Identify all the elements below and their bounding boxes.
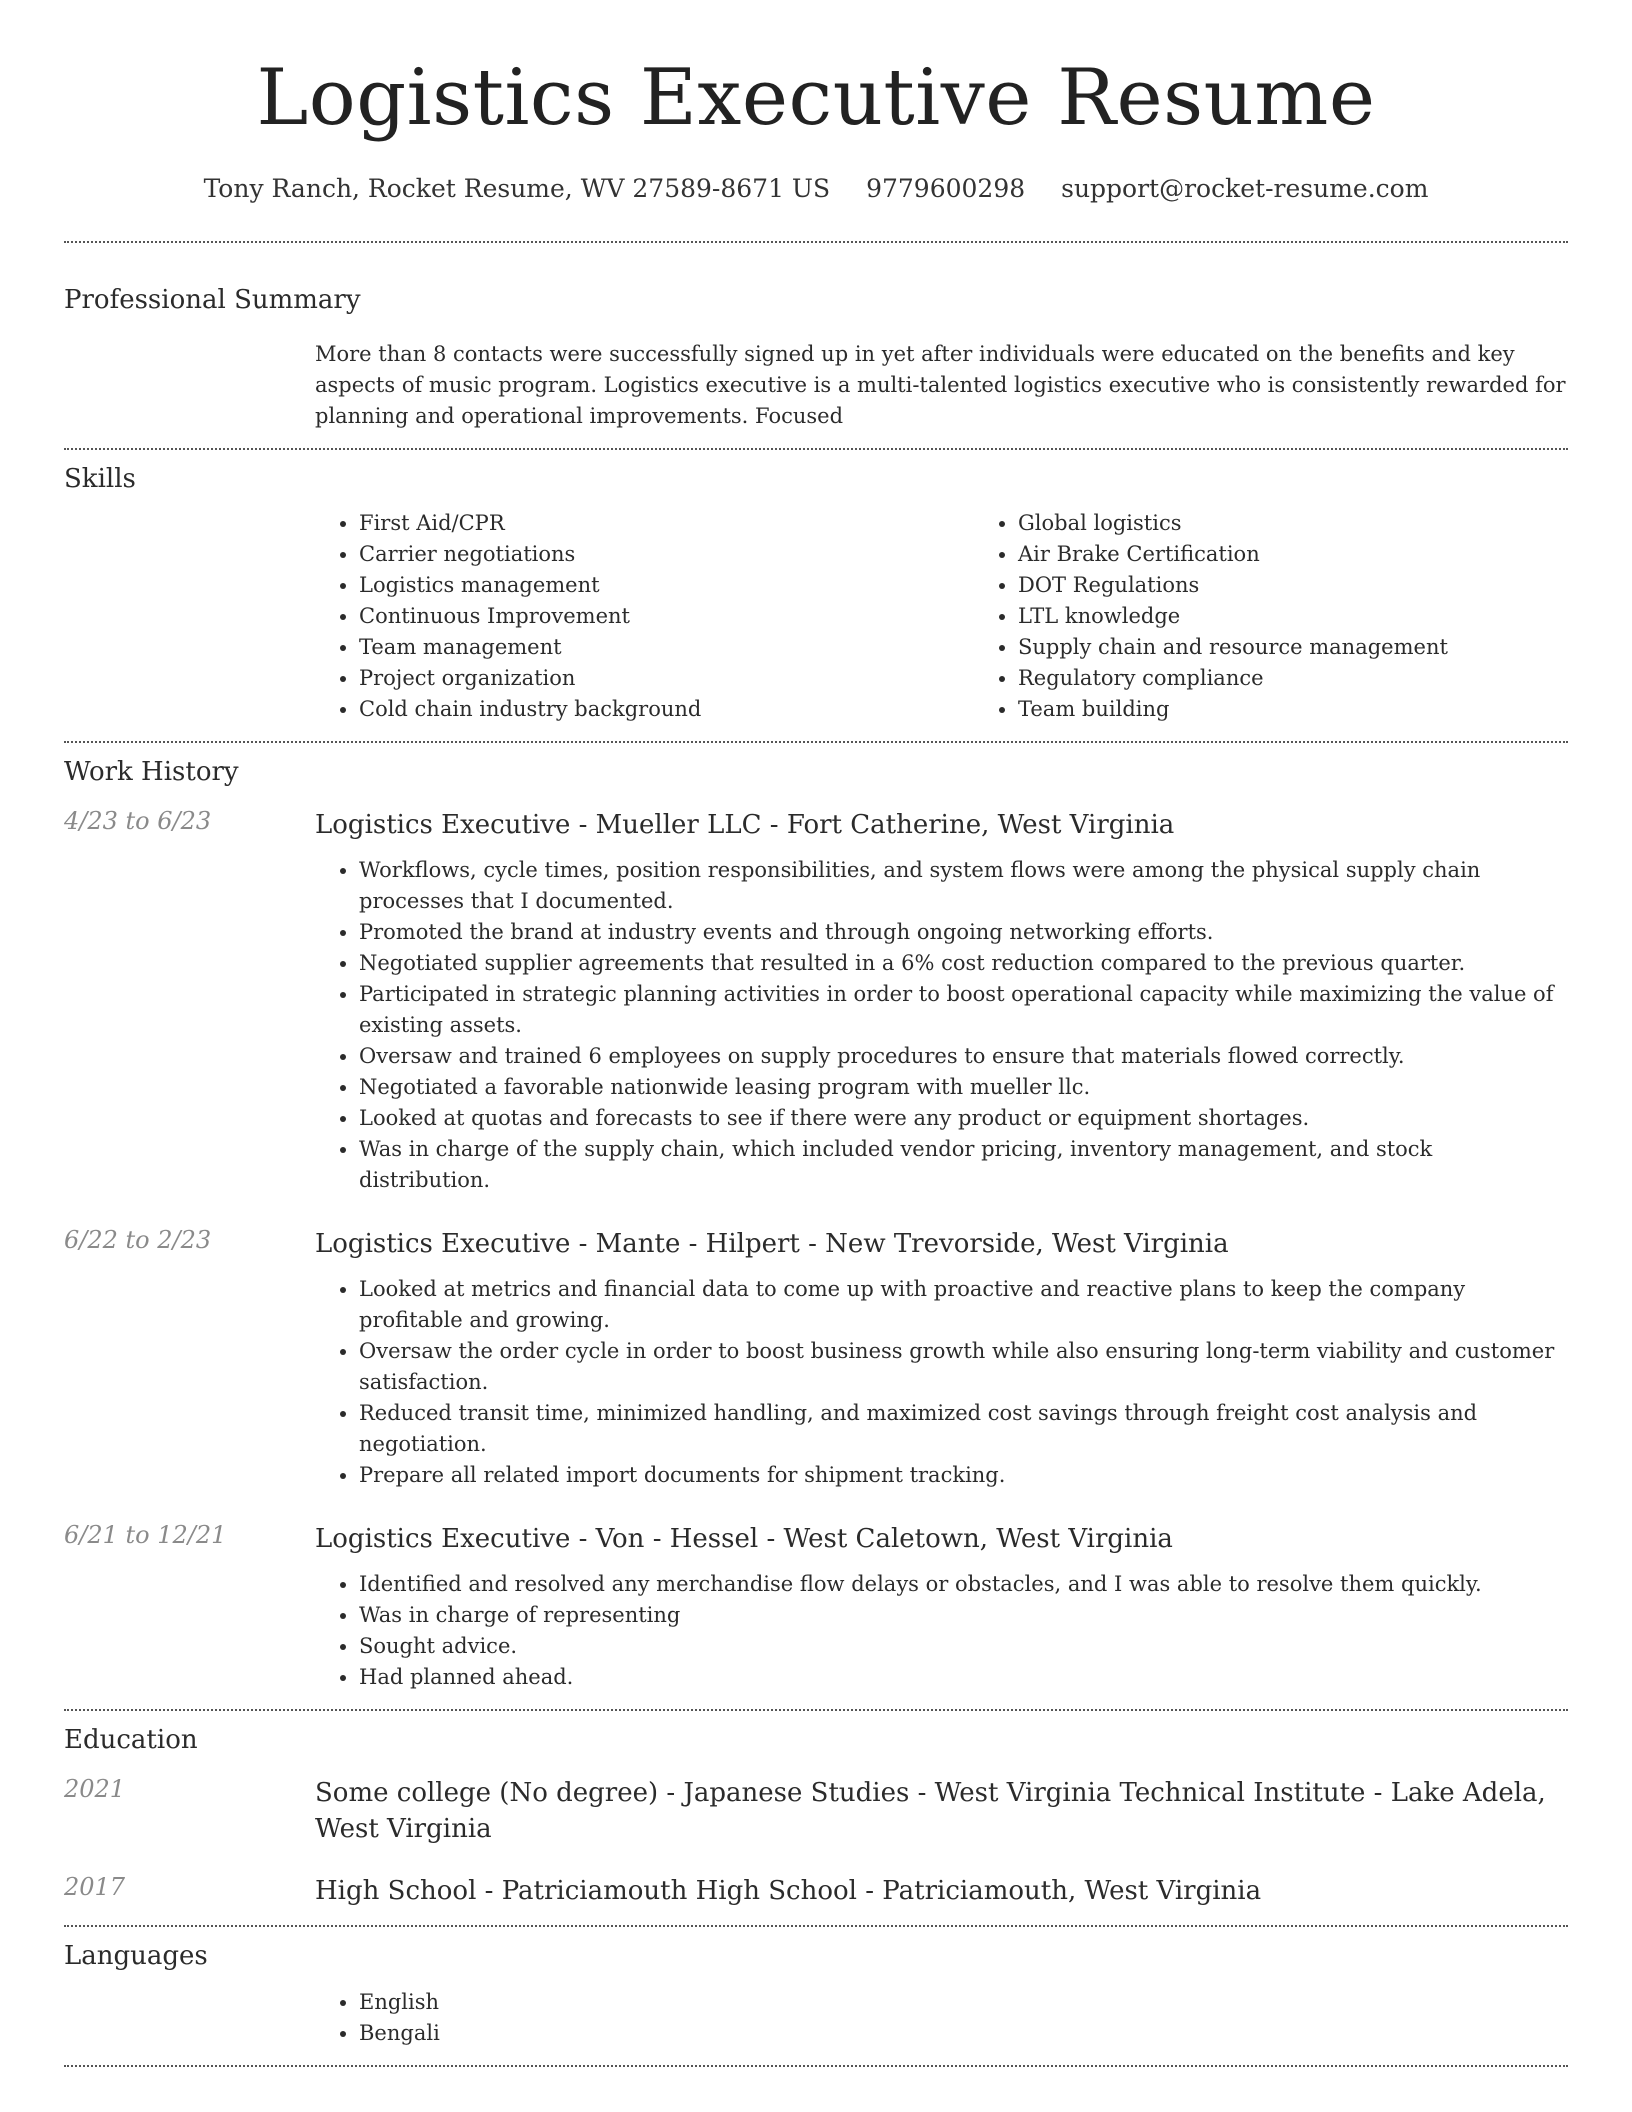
job-bullet: • Participated in strategic planning activities in order to boost operational capacity while maximizing the value of existing assets. xyxy=(359,979,1568,1041)
skill-item: • Logistics management xyxy=(359,570,974,601)
job-bullet: • Looked at metrics and financial data to come up with proactive and reactive plans to keep the company profitable and growing. xyxy=(359,1274,1568,1336)
job-dates: 6/21 to 12/21 xyxy=(64,1520,227,1549)
skills-section xyxy=(64,508,1568,725)
job-entry xyxy=(64,1521,1568,1693)
education-text: Some college (No degree) - Japanese Studies - West Virginia Technical Institute - Lake Adela, West Virginia xyxy=(315,1777,1546,1844)
contact-phone: 9779600298 xyxy=(866,173,1026,203)
education-year: 2021 xyxy=(64,1774,126,1803)
job-bullet: • Was in charge of representing xyxy=(359,1600,1568,1631)
contact-line xyxy=(64,174,1568,203)
summary-section xyxy=(64,339,1568,432)
skills-heading: Skills xyxy=(64,463,136,494)
job-bullet: • Oversaw the order cycle in order to boost business growth while also ensuring long-term viability and customer satisfaction. xyxy=(359,1336,1568,1398)
skill-item: • First Aid/CPR xyxy=(359,508,974,539)
skill-item: • Supply chain and resource management xyxy=(1018,632,1632,663)
skill-item: • Cold chain industry background xyxy=(359,694,974,725)
job-bullet: • Identified and resolved any merchandise flow delays or obstacles, and I was able to resolve them quickly. xyxy=(359,1569,1568,1600)
skill-item: • Team management xyxy=(359,632,974,663)
job-dates: 4/23 to 6/23 xyxy=(64,806,212,835)
job-bullet: • Sought advice. xyxy=(359,1631,1568,1662)
summary-text: More than 8 contacts were successfully signed up in yet after individuals were educated on the benefits and key aspects of music program. Logistics executive is a multi-talented logistics executive who is consistently rewarded for planning and operational improvements. Focused xyxy=(315,341,1566,428)
skill-item: • LTL knowledge xyxy=(1018,601,1632,632)
job-bullets xyxy=(315,855,1568,1196)
skill-item: • Regulatory compliance xyxy=(1018,663,1632,694)
language-item: • Bengali xyxy=(359,2018,1568,2049)
education-text: High School - Patriciamouth High School - Patriciamouth, West Virginia xyxy=(315,1875,1262,1906)
divider xyxy=(64,741,1568,743)
languages-section xyxy=(64,1987,1568,2049)
divider xyxy=(64,2065,1568,2067)
job-bullet: • Workflows, cycle times, position responsibilities, and system flows were among the physical supply chain processes that I documented. xyxy=(359,855,1568,917)
job-bullet: • Promoted the brand at industry events and through ongoing networking efforts. xyxy=(359,917,1568,948)
job-bullets xyxy=(315,1569,1568,1693)
job-bullet: • Oversaw and trained 6 employees on supply procedures to ensure that materials flowed correctly. xyxy=(359,1041,1568,1072)
work-heading: Work History xyxy=(64,756,239,787)
job-title: Logistics Executive - Von - Hessel - West Caletown, West Virginia xyxy=(315,1523,1173,1554)
education-heading: Education xyxy=(64,1724,198,1755)
skills-list-right xyxy=(974,508,1632,725)
skill-item: • Air Brake Certification xyxy=(1018,539,1632,570)
education-year: 2017 xyxy=(64,1872,126,1901)
languages-heading: Languages xyxy=(64,1940,208,1971)
divider xyxy=(64,1925,1568,1927)
job-bullet: • Reduced transit time, minimized handling, and maximized cost savings through freight cost analysis and negotiation. xyxy=(359,1398,1568,1460)
skill-item: • DOT Regulations xyxy=(1018,570,1632,601)
languages-list xyxy=(315,1987,1568,2049)
job-entry xyxy=(64,807,1568,1196)
education-entry xyxy=(64,1775,1568,1847)
resume-title: Logistics Executive Resume xyxy=(256,53,1376,143)
summary-heading: Professional Summary xyxy=(64,284,361,315)
skill-item: • Carrier negotiations xyxy=(359,539,974,570)
skill-item: • Project organization xyxy=(359,663,974,694)
divider xyxy=(64,1709,1568,1711)
contact-email: support@rocket-resume.com xyxy=(1061,173,1429,203)
divider xyxy=(64,448,1568,450)
job-bullet: • Negotiated supplier agreements that resulted in a 6% cost reduction compared to the previous quarter. xyxy=(359,948,1568,979)
divider xyxy=(64,241,1568,243)
job-bullet: • Prepare all related import documents for shipment tracking. xyxy=(359,1460,1568,1491)
contact-address: Tony Ranch, Rocket Resume, WV 27589-8671 US xyxy=(203,173,831,203)
skills-list-left xyxy=(315,508,974,725)
education-entry xyxy=(64,1873,1568,1909)
job-bullet: • Was in charge of the supply chain, which included vendor pricing, inventory management, and stock distribution. xyxy=(359,1134,1568,1196)
skill-item: • Continuous Improvement xyxy=(359,601,974,632)
job-title: Logistics Executive - Mueller LLC - Fort Catherine, West Virginia xyxy=(315,809,1175,840)
job-bullet: • Negotiated a favorable nationwide leasing program with mueller llc. xyxy=(359,1072,1568,1103)
job-dates: 6/22 to 2/23 xyxy=(64,1225,212,1254)
language-item: • English xyxy=(359,1987,1568,2018)
job-entry xyxy=(64,1226,1568,1491)
job-bullet: • Looked at quotas and forecasts to see if there were any product or equipment shortages. xyxy=(359,1103,1568,1134)
skill-item: • Team building xyxy=(1018,694,1632,725)
job-bullet: • Had planned ahead. xyxy=(359,1662,1568,1693)
job-bullets xyxy=(315,1274,1568,1491)
skill-item: • Global logistics xyxy=(1018,508,1632,539)
job-title: Logistics Executive - Mante - Hilpert - New Trevorside, West Virginia xyxy=(315,1228,1229,1259)
